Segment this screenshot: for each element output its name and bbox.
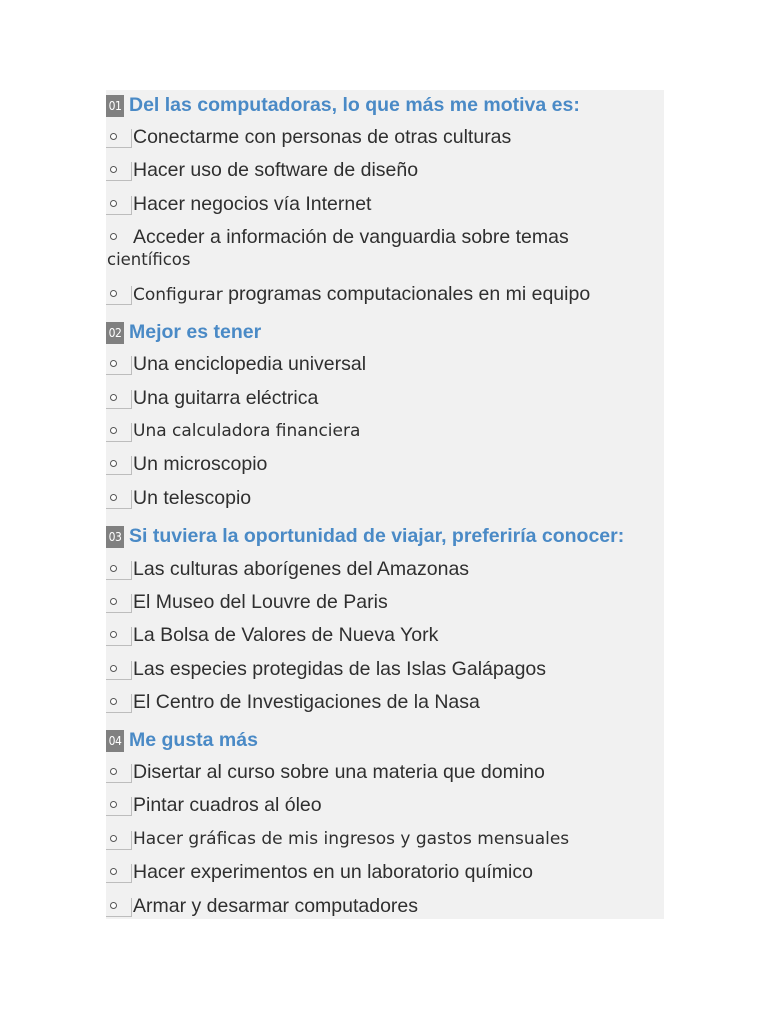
- option-label: Conectarme con personas de otras culturas: [133, 126, 512, 148]
- option-q4-5[interactable]: [106, 894, 418, 918]
- question-title: Del las computadoras, lo que más me motiva es:: [129, 94, 580, 116]
- option-label: Disertar al curso sobre una materia que domino: [133, 761, 545, 783]
- radio-button[interactable]: [110, 200, 117, 207]
- option-label: Armar y desarmar computadores: [133, 895, 419, 917]
- radio-button[interactable]: [110, 565, 117, 572]
- radio-button[interactable]: [110, 427, 117, 434]
- option-label: Las culturas aborígenes del Amazonas: [133, 558, 470, 580]
- radio-button[interactable]: [110, 698, 117, 705]
- option-q3-2[interactable]: [106, 590, 388, 614]
- option-label: Una calculadora financiera: [133, 421, 361, 441]
- option-q3-1[interactable]: [106, 557, 469, 581]
- question-header: [106, 92, 664, 120]
- question-header: [106, 319, 664, 347]
- option-q1-1[interactable]: [106, 125, 511, 149]
- question-02: [106, 319, 664, 509]
- option-label: Acceder a información de vanguardia sobre temas: [133, 226, 569, 248]
- question-04: [106, 727, 664, 917]
- option-label: Una enciclopedia universal: [133, 353, 367, 375]
- question-number-badge: 04: [106, 730, 124, 752]
- question-01: [106, 92, 664, 305]
- option-q2-4[interactable]: [106, 452, 267, 476]
- option-q2-3[interactable]: [106, 419, 360, 443]
- option-label: Hacer negocios vía Internet: [133, 193, 372, 215]
- question-title: Mejor es tener: [129, 321, 262, 343]
- question-number-badge: 03: [106, 526, 124, 548]
- option-q3-5[interactable]: [106, 690, 480, 714]
- option-label: Hacer uso de software de diseño: [133, 159, 419, 181]
- question-header: [106, 727, 664, 755]
- option-q4-4[interactable]: [106, 860, 533, 884]
- option-q3-3[interactable]: [106, 623, 438, 647]
- radio-button[interactable]: [110, 902, 117, 909]
- option-label: El Centro de Investigaciones de la Nasa: [133, 691, 480, 713]
- question-title: Si tuviera la oportunidad de viajar, preferiría conocer:: [129, 525, 625, 547]
- radio-button[interactable]: [110, 801, 117, 808]
- option-label: La Bolsa de Valores de Nueva York: [133, 624, 439, 646]
- option-label: Pintar cuadros al óleo: [133, 794, 322, 816]
- option-q2-2[interactable]: [106, 386, 318, 410]
- radio-button[interactable]: [110, 460, 117, 467]
- radio-button[interactable]: [110, 290, 117, 297]
- option-label: Las especies protegidas de las Islas Galápagos: [133, 658, 547, 680]
- radio-button[interactable]: [110, 360, 117, 367]
- question-header: [106, 523, 664, 551]
- option-q3-4[interactable]: [106, 657, 546, 681]
- option-q1-3[interactable]: [106, 192, 371, 216]
- option-q4-2[interactable]: [106, 793, 322, 817]
- option-q2-5[interactable]: [106, 486, 251, 510]
- option-q4-1[interactable]: [106, 760, 545, 784]
- option-q1-5[interactable]: [106, 282, 590, 307]
- radio-button[interactable]: [110, 665, 117, 672]
- option-label: programas computacionales en mi equipo: [222, 283, 591, 305]
- radio-button[interactable]: [110, 394, 117, 401]
- radio-button[interactable]: [110, 598, 117, 605]
- radio-button[interactable]: [110, 494, 117, 501]
- option-q4-3[interactable]: [106, 827, 569, 851]
- questionnaire: [106, 90, 664, 919]
- radio-button[interactable]: [110, 868, 117, 875]
- radio-button[interactable]: [110, 631, 117, 638]
- option-q1-2[interactable]: [106, 158, 418, 182]
- option-q1-4[interactable]: [106, 225, 653, 249]
- option-label: El Museo del Louvre de Paris: [133, 591, 388, 613]
- radio-button[interactable]: [110, 835, 117, 842]
- radio-button[interactable]: [110, 133, 117, 140]
- question-number-badge: 02: [106, 322, 124, 344]
- option-label-continued: científicos: [107, 250, 191, 269]
- option-q1-4-continued: [106, 248, 190, 272]
- option-label: Hacer gráficas de mis ingresos y gastos mensuales: [133, 829, 570, 849]
- question-number-badge: 01: [106, 95, 124, 117]
- radio-button[interactable]: [110, 166, 117, 173]
- option-label-emphasis: Configurar: [133, 285, 223, 305]
- option-q2-1[interactable]: [106, 352, 366, 376]
- option-label: Una guitarra eléctrica: [133, 387, 319, 409]
- option-label: Hacer experimentos en un laboratorio químico: [133, 861, 533, 883]
- option-label: Un microscopio: [133, 453, 268, 475]
- option-label: Un telescopio: [133, 487, 252, 509]
- question-title: Me gusta más: [129, 729, 258, 751]
- radio-button[interactable]: [110, 768, 117, 775]
- question-03: [106, 523, 664, 713]
- radio-button[interactable]: [110, 233, 117, 240]
